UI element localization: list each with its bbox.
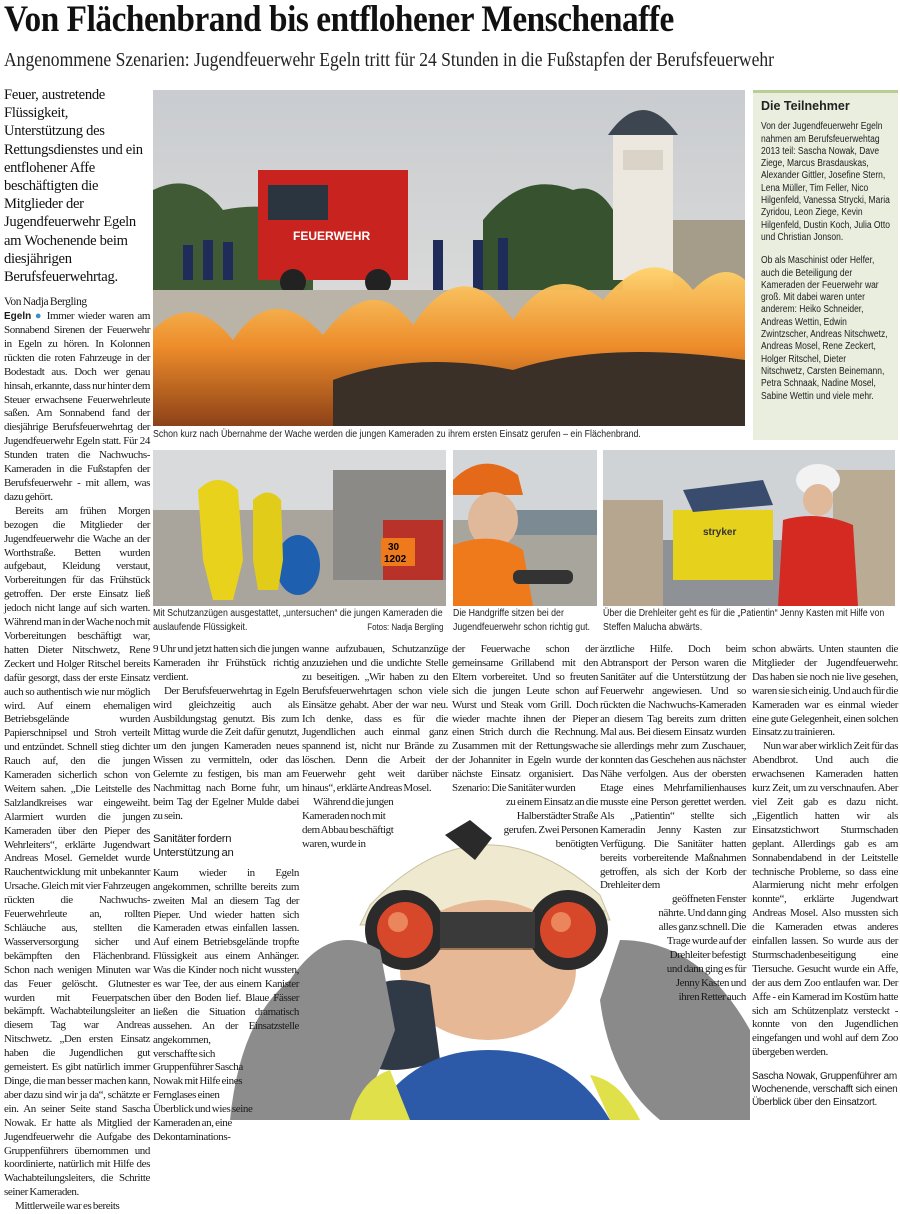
photo-hose <box>453 450 597 606</box>
headline: Von Flächenbrand bis entflohener Menschenaffe <box>4 0 674 40</box>
column-5 <box>600 643 746 1005</box>
body-paragraph: ärztliche Hilfe. Doch beim Abtransport der Person waren die Sanitäter auf die Unterstützung der Feuerwehr angewiesen. Und so rückten die Nachwuchs-Kameraden an diesem Tag bereits zum dritten Mal aus. Bei diesem Einsatz wurden sie allerdings mehr zum Zuschauer, konnten das Geschehen aus nächster Nähe verfolgen. Aus der obersten Etage eines Mehrfamilienhauses musste eine Person gerettet werden. Als „Patientin“ stellte sich Kameradin Jenny Kasten zur Verfügung. Die Sanitäter hatten bereits vorbereitende Maßnahmen getroffen, als sich der Korb der Drehleiter dem <box>600 643 746 892</box>
body-paragraph: Der Berufsfeuerwehrtag in Egeln wird gleichzeitig auch als Ausbildungstag genutzt. Bis zum Mittag wurde die Zeit dafür genutzt, um den jungen Kameraden neues Wissen zu vermitteln, oder das Gelernte zu festigen, bis man am Nachmittag nach Borne fuhr, um beim Tag der Egelner Mulde dabei zu sein. <box>153 684 299 822</box>
column-1 <box>4 86 150 1214</box>
photo-protective-suits <box>153 450 446 606</box>
hazard-number-top: 30 <box>388 542 400 553</box>
subtitle: Angenommene Szenarien: Jugendfeuerwehr Egeln tritt für 24 Stunden in die Fußstapfen der Berufsfeuerwehr <box>4 50 775 71</box>
body-paragraph: der Feuerwache schon der gemeinsame Grillabend mit den Eltern vorbereitet. Und so freuten sich die jungen Leute schon auf Wurst und Steak vom Grill. Doch wieder machte ihnen der Pieper einen Strich durch die Rechnung. Zusammen mit der Rettungswache der Johanniter in Egeln wurde der nächste Einsatz organisiert. Das Szenario: Die Sanitäter wurden <box>452 643 598 795</box>
photo-ladder <box>603 450 895 606</box>
main-photo-caption: Schon kurz nach Übernahme der Wache werden die jungen Kameraden zu ihrem ersten Einsatz gerufen – ein Flächenbrand. <box>153 429 641 440</box>
body-paragraph: 9 Uhr und jetzt hatten sich die jungen Kameraden ihr Frühstück richtig verdient. <box>153 643 299 683</box>
column-2 <box>153 643 299 1145</box>
bullet-icon: ● <box>34 310 44 323</box>
body-paragraph-tail: geöffneten Fenster nährte. Und dann ging alles ganz schnell. Die Trage wurde auf der Drehleiter befestigt und dann ging es für Jenny Kasten und ihren Retter auch <box>658 893 746 1003</box>
main-photo-fire <box>153 90 745 426</box>
lead-paragraph: Feuer, austretende Flüssigkeit, Unterstützung des Rettungsdienstes und ein entflohener Affe beschäftigten die Mitglieder der Jugendfeuerwehr Egeln am Wochenende beim diesjährigen Berufsfeuerwehrtag. <box>4 87 143 286</box>
participants-youth: Von der Jugendfeuerwehr Egeln nahmen am Berufsfeuerwehtag 2013 teil: Sascha Nowak, Dave Ziege, Marcus Brasdauskas, Alexander Gittler, Josefine Stern, Lena Müller, Tim Feller, Nico Hilgenfeld, Vanessa Strycki, Maria Zyridou, Leon Ziege, Kevin Hilgenfeld, Dustin Koch, Julia Otto und Christian Jonson. <box>761 121 890 243</box>
hose-caption: Die Handgriffe sitzen bei der Jugendfeuerwehr schon richtig gut. <box>453 608 590 633</box>
body-paragraph: Nun war aber wirklich Zeit für das Abendbrot. Und auch die erwachsenen Kameraden hatten kurz Zeit, um zu verschnaufen. Aber viel Zeit gab es dazu nicht. „Eigentlich hatten wir als Einsatzstichwort Sturmschaden geplant. Allerdings gab es am Sonnabendabend in der Leitstelle technische Probleme, so dass eine Alarmierung nicht mehr erfolgen konnte“, erklärte Jugendwart Andreas Mosel. Also mussten sich die Kameraden etwas anderes einfallen lassen. So wurde aus der Sturmschadenbeseitigung eine Tiersuche. Gesucht wurde ein Affe, der aus dem Zoo entlaufen war. Der Affe - ein Kamerad im Kostüm hatte sich am Schützenplatz versteckt - konnte von den Jugendlichen eingefangen und wohl auf dem Zoo übergeben werden. <box>752 740 898 1059</box>
body-paragraph-tail: verschaffte sich Gruppenführer Sascha Nowak mit Hilfe eines Fernglases einen Überblick und wies seine Kameraden an, eine Dekontaminations- <box>153 1047 253 1143</box>
column-4 <box>452 643 598 852</box>
participants-title: Die Teilnehmer <box>761 99 850 113</box>
body-paragraph: Mittlerweile war es bereits <box>15 1200 120 1213</box>
stretcher-label: stryker <box>703 527 737 538</box>
participants-adults: Ob als Maschinist oder Helfer, auch die Beteiligung der Kameraden der Feuerwehr war groß. Mit dabei waren unter anderem: Heiko Schneider, Andreas Wettin, Edwin Zwintzscher, Andreas Nitschwetz, Andreas Mosel, Rene Zeckert, Holger Ritschel, Dieter Nitschwetz, Carsten Beinemann, Petra Schnaak, Nadine Mosel, Sabine Wettin und viele mehr. <box>761 255 888 402</box>
body-paragraph: Bereits am frühen Morgen bezogen die Mitglieder der Jugendfeuerwehr die Wache an der Worthstraße. Betten wurden aufgebaut, Kleidung verstaut, Vorbereitungen für das Frühstück getroffen. Der erste Einsatz ließ jedoch nicht lange auf sich warten. Während man in der Wache noch mit Vorbereitungen beschäftigt war, hatten Dieter Nitschwetz, Rene Zeckert und Holger Ritschel bereits dafür gesorgt, dass der erste Einsatz auch so authentisch wie nur möglich wird. Auf einem ehemaligen Betriebsgelände wurden Papierschnipsel und Stroh verteilt und entzündet. Schnell stieg dichter Rauch auf, den die jungen Kameraden sicherlich schon von Weitem sahen. „Die Leitstelle des Salzlandkreises war eingeweiht. Alarmiert wurden die jungen Kameraden über den Pieper des Wehrleiters“, erklärte Jugendwart Andreas Mosel. Gemeldet wurde Rauchentwicklung mit unbekannter Ursache. Gleich mit vier Fahrzeugen rückten die Nachwuchs-Feuerwehrleute an, rollten Schläuche aus, stellten die Wasserversorgung sicher und bekämpften den Flächenbrand. Schon nach wenigen Minuten war das Feuer gelöscht. Glutnester wurden mit Feuerpatschen bekämpft. Wachabteilungsleiter an diesem Tag war Andreas Nitschwetz. „Den ersten Einsatz haben die Jugendlichen gut gemeistert. Es gibt natürlich immer Dinge, die man besser machen kann, aber dazu sind wir ja da“, schätzte er ein. An seiner Seite stand Sascha Nowak. Er hatte als Mitglied der Jugendfeuerwehr die Aufgabe des Gruppenführers übernommen und koordinierte, natürlich mit Hilfe des Wachabteilungsleiters, die Schritte seiner Kameraden. <box>4 504 150 1199</box>
participants-box <box>753 90 898 440</box>
body-paragraph-tail: Während die jungen Kameraden noch mit dem Abbau beschäftigt waren, wurde in <box>302 795 394 850</box>
subheading: Sanitäter fordern Unterstützung an <box>153 832 234 859</box>
kid-photo-caption: Sascha Nowak, Gruppenführer am Wochenende, verschafft sich einen Überblick über den Einsatzort. <box>752 1071 898 1109</box>
body-paragraph-tail: zu einem Einsatz an die Halberstädter Straße gerufen. Zwei Personen benötigten <box>503 795 598 850</box>
hazard-number-bottom: 1202 <box>384 554 407 565</box>
body-paragraph: Kaum wieder in Egeln angekommen, schrillte bereits zum zweiten Mal an diesem Tag der Pieper. Und wieder hatten sich Kameraden etwas einfallen lassen. Auf einem Betriebsgelände tropfte Flüssigkeit aus einem Anhänger. Was die Kinder noch nicht wussten, es war Tee, der aus einem Kanister über den Boden lief. Blaue Fässer ließen die Situation dramatisch aussehen. An der Einsatzstelle angekommen, <box>153 866 299 1046</box>
suits-caption <box>153 607 443 634</box>
dateline: Egeln <box>4 311 32 323</box>
body-paragraph: schon abwärts. Unten staunten die Mitglieder der Jugendfeuerwehr. Das haben sie noch nie live gesehen, waren sie sich einig. Und auch für die Kameraden war es einmal wieder eine gute Gelegenheit, einen solchen Einsatz zu trainieren. <box>752 643 898 739</box>
body-paragraph <box>4 310 150 505</box>
byline: Von Nadja Bergling <box>4 296 87 309</box>
body-paragraph: wanne aufzubauen, Schutzanzüge anzuziehen und die undichte Stelle zu beseitigen. „Wir haben zu den Berufsfeuerwehrtagen schon viele Einsätze gehabt. Aber der war neu. Ich denke, dass es für die Jugendlichen auch einmal ganz spannend ist, nicht nur Brände zu löschen. Denn die Arbeit der Feuerwehr geht weit darüber hinaus“, erklärte Andreas Mosel. <box>302 643 448 795</box>
caption-text: Mit Schutzanzügen ausgestattet, „untersuchen“ die jungen Kameraden die auslaufende Flüssigkeit. <box>153 608 443 633</box>
column-3 <box>302 643 448 852</box>
photo-credit: Fotos: Nadja Bergling <box>367 621 444 632</box>
truck-label: FEUERWEHR <box>293 229 371 243</box>
paragraph-text: Immer wieder waren am Sonnabend Sirenen der Feuerwehr in Egeln zu hören. In Kolonnen rückten die roten Fahrzeuge in der Bodestadt aus. Doch wer genau hinsah, erkannte, dass nur hinter dem Steuer erwachsene Feuerwehrleute saßen. Am Sonnabend fand der diesjährige Berufsfeuerwehrtag der Jugendfeuerwehr Egeln statt. Für 24 Stunden traten die Nachwuchs-Kameraden in die Fußstapfen der Berufsfeuerwehr - mit allem, was dazu gehört. <box>4 310 150 503</box>
ladder-caption: Über die Drehleiter geht es für die „Patientin“ Jenny Kasten mit Hilfe von Steffen Malucha abwärts. <box>603 608 885 633</box>
column-6 <box>752 643 898 1109</box>
